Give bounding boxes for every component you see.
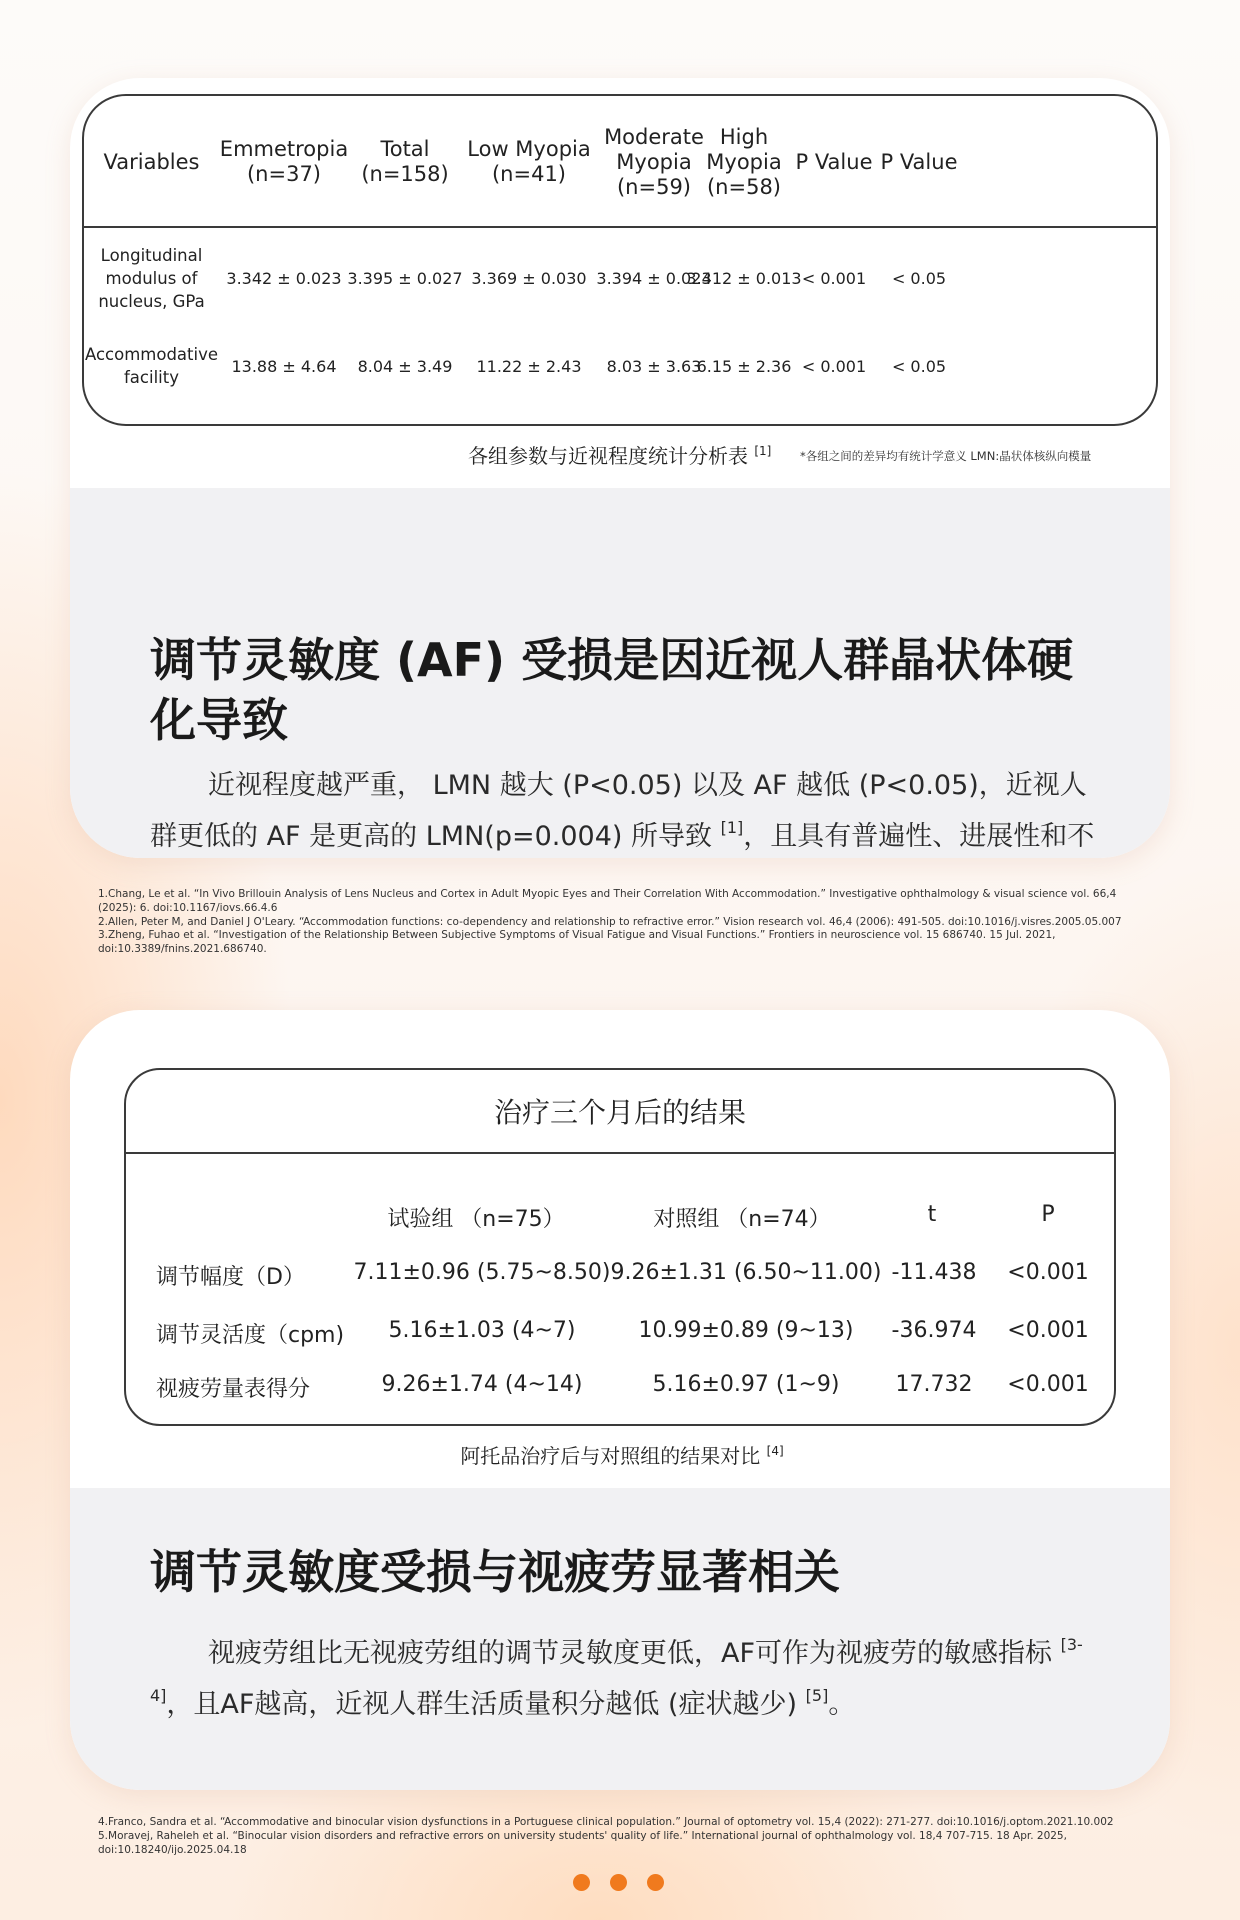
header-variables: Variables bbox=[103, 149, 200, 174]
table-cell: 8.04 ± 3.49 bbox=[357, 356, 453, 376]
table-cell: 7.11±0.96 (5.75~8.50) bbox=[353, 1260, 611, 1285]
reference-item: 5.Moravej, Raheleh et al. “Binocular vision disorders and refractive errors on university students' quality of life.” International journal of ophthalmology vol. 18,4 707-715. 18 Apr. 2025, doi:10.18240/ijo.2025.04.18 bbox=[98, 1829, 1067, 1856]
table-cell: < 0.001 bbox=[801, 268, 867, 288]
references-block-2 bbox=[98, 1816, 1158, 1857]
table-cell: -11.438 bbox=[891, 1260, 977, 1285]
table-cell: 3.394 ± 0.023 bbox=[596, 268, 712, 288]
table-cell: 17.732 bbox=[895, 1372, 973, 1397]
header-t: t bbox=[927, 1202, 937, 1227]
header-low-myopia: Low Myopia (n=41) bbox=[467, 137, 591, 186]
table-cell: 11.22 ± 2.43 bbox=[476, 356, 582, 376]
page-dot[interactable] bbox=[610, 1874, 627, 1891]
header-moderate-myopia: Moderate Myopia (n=59) bbox=[604, 124, 704, 199]
header-emmetropia: Emmetropia (n=37) bbox=[219, 137, 349, 186]
header-total: Total (n=158) bbox=[361, 137, 449, 186]
header-trial-group: 试验组 （n=75） bbox=[387, 1207, 565, 1232]
para-text: 视疲劳组比无视疲劳组的调节灵敏度更低，AF可作为视疲劳的敏感指标 bbox=[208, 1638, 1061, 1669]
citation-ref: [1] bbox=[720, 818, 744, 837]
caption-title: 阿托品治疗后与对照组的结果对比 bbox=[460, 1444, 761, 1468]
table-caption bbox=[70, 440, 1170, 470]
table-cell: 9.26±1.74 (4~14) bbox=[381, 1372, 583, 1397]
table-cell: 8.03 ± 3.63 bbox=[606, 356, 702, 376]
para-text: ，且AF越高，近视人群生活质量积分越低 (症状越少) bbox=[166, 1689, 806, 1720]
table-cell: 5.16±1.03 (4~7) bbox=[388, 1318, 576, 1343]
row-label: 视疲劳量表得分 bbox=[156, 1377, 311, 1402]
reference-item: 3.Zheng, Fuhao et al. “Investigation of the Relationship Between Subjective Symptoms of Visual Fatigue and Visual Functions.” Frontiers in neuroscience vol. 15 686740. 15 Jul. 2021, doi:10.3389/fnins.2021.686740. bbox=[98, 929, 1056, 956]
study-card-1 bbox=[70, 78, 1170, 858]
table-cell: <0.001 bbox=[1007, 1318, 1089, 1343]
table-cell: 6.15 ± 2.36 bbox=[696, 356, 792, 376]
table-cell: 10.99±0.89 (9~13) bbox=[638, 1318, 854, 1343]
header-control-group: 对照组 （n=74） bbox=[653, 1207, 831, 1232]
citation-ref: [3-4] bbox=[150, 1635, 1083, 1705]
section-heading: 调节灵敏度 (AF) 受损是因近视人群晶状体硬化导致 bbox=[150, 633, 1074, 747]
header-p-value-2: P Value bbox=[880, 149, 958, 174]
para-text: ，且具有普遍性、进展性和不 bbox=[743, 821, 1095, 852]
header-p-value-1: P Value bbox=[795, 149, 873, 174]
pagination-dots bbox=[573, 1874, 664, 1891]
caption-title: 各组参数与近视程度统计分析表 bbox=[468, 444, 748, 468]
table-cell: < 0.001 bbox=[801, 356, 867, 376]
table-cell: < 0.05 bbox=[891, 268, 947, 288]
page-dot[interactable] bbox=[647, 1874, 664, 1891]
table-cell: 5.16±0.97 (1~9) bbox=[652, 1372, 840, 1397]
finding-panel-2 bbox=[70, 1488, 1170, 1790]
table-cell: -36.974 bbox=[891, 1318, 977, 1343]
row-label: 调节灵活度（cpm) bbox=[156, 1323, 345, 1348]
header-p: P bbox=[1041, 1202, 1055, 1227]
table-cell: 9.26±1.31 (6.50~11.00) bbox=[610, 1260, 882, 1285]
table-cell: 13.88 ± 4.64 bbox=[231, 356, 337, 376]
table-cell: 3.342 ± 0.023 bbox=[226, 268, 342, 288]
reference-item: 1.Chang, Le et al. “In Vivo Brillouin Analysis of Lens Nucleus and Cortex in Adult Myopic Eyes and Their Correlation With Accommodation.” Investigative ophthalmology & visual science vol. 66,4 (2025): 6. doi:10.1167/iovs.66.4.6 bbox=[98, 888, 1117, 914]
table-footnote: *各组之间的差异均有统计学意义 LMN:晶状体核纵向模量 bbox=[800, 449, 1092, 463]
section-paragraph bbox=[150, 765, 1110, 858]
table-cell: <0.001 bbox=[1007, 1260, 1089, 1285]
myopia-statistics-table bbox=[82, 94, 1158, 426]
reference-item: 4.Franco, Sandra et al. “Accommodative and binocular vision dysfunctions in a Portuguese clinical population.” Journal of optometry vol. 15,4 (2022): 271-277. doi:10.1016/j.optom.2021.10.002 bbox=[98, 1816, 1114, 1828]
table-cell: < 0.05 bbox=[891, 356, 947, 376]
para-text: 近视程度越严重， LMN 越大 (P<0.05) 以及 AF 越低 (P<0.05)，近视人群更低的 AF 是更高的 LMN(p=0.004) 所导致 bbox=[150, 770, 1087, 852]
table-cell: 3.395 ± 0.027 bbox=[347, 268, 463, 288]
table-title: 治疗三个月后的结果 bbox=[126, 1070, 1114, 1154]
table-caption-text bbox=[468, 440, 771, 469]
section-paragraph bbox=[150, 1624, 1110, 1726]
para-text: 。 bbox=[828, 1689, 856, 1720]
table-cell: 3.412 ± 0.013 bbox=[686, 268, 802, 288]
page-dot[interactable] bbox=[573, 1874, 590, 1891]
row-label-lmn: Longitudinal modulus of nucleus, GPa bbox=[98, 245, 205, 311]
table-cell: 3.369 ± 0.030 bbox=[471, 268, 587, 288]
row-label-af: Accommodative facility bbox=[84, 345, 219, 387]
treatment-results-table bbox=[124, 1068, 1116, 1426]
study-card-2 bbox=[70, 1010, 1170, 1790]
header-high-myopia: High Myopia (n=58) bbox=[706, 124, 782, 199]
references-block-1 bbox=[98, 888, 1158, 957]
row-label: 调节幅度（D） bbox=[156, 1265, 305, 1290]
finding-panel-1 bbox=[70, 488, 1170, 858]
table-cell: <0.001 bbox=[1007, 1372, 1089, 1397]
citation-ref: [5] bbox=[805, 1686, 829, 1705]
caption-ref: [4] bbox=[766, 1444, 784, 1458]
section-heading: 调节灵敏度受损与视疲劳显著相关 bbox=[150, 1545, 840, 1599]
reference-item: 2.Allen, Peter M, and Daniel J O'Leary. “Accommodation functions: co-dependency and relationship to refractive error.” Vision research vol. 46,4 (2006): 491-505. doi:10.1016/j.visres.2005.05.007 bbox=[98, 915, 1122, 928]
caption-ref: [1] bbox=[754, 444, 772, 458]
table-header-row bbox=[84, 96, 1156, 228]
table-caption bbox=[70, 1440, 1170, 1469]
